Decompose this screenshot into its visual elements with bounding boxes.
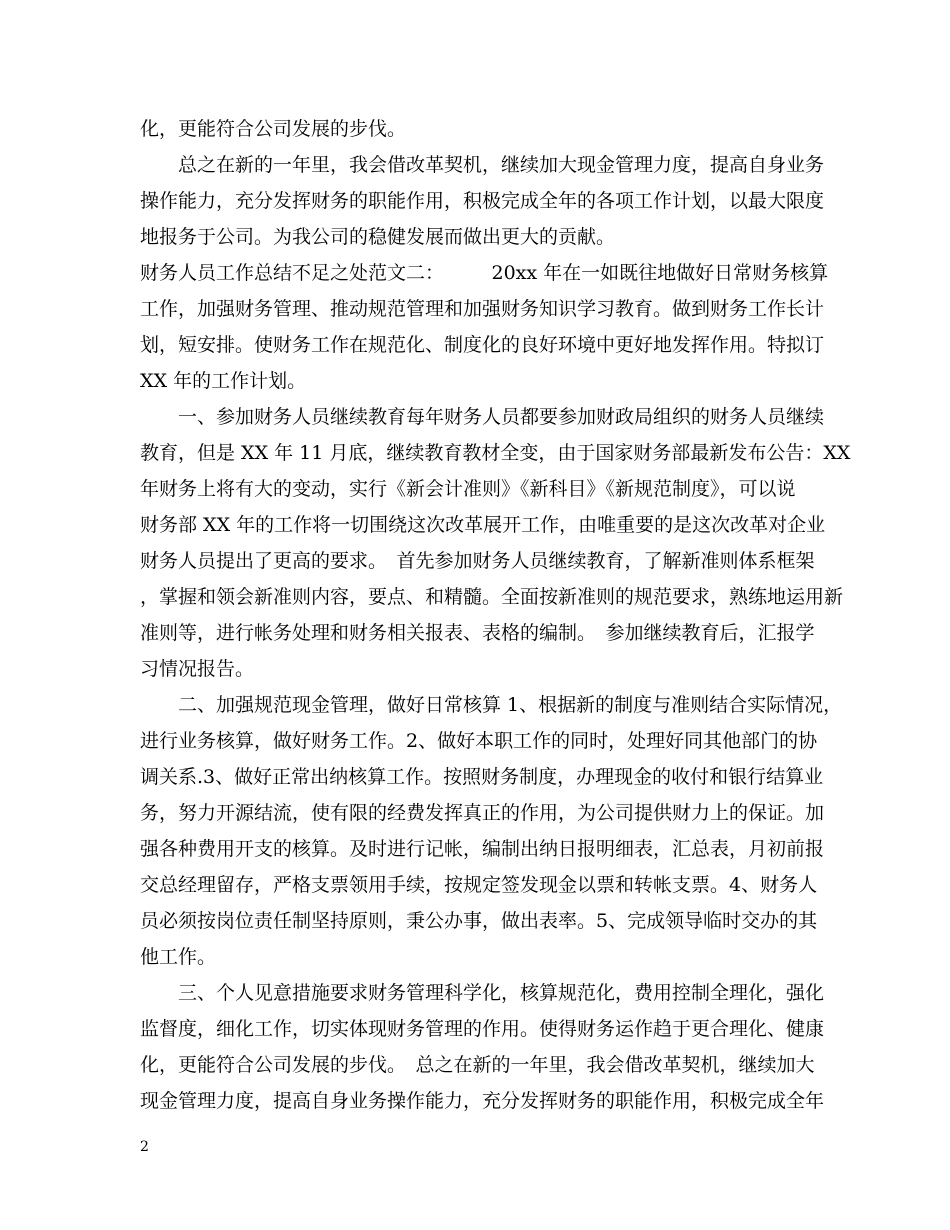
text-line: 财务人员工作总结不足之处范文二： 20xx 年在一如既往地做好日常财务核算 xyxy=(140,262,829,284)
text-line: 二、加强规范现金管理，做好日常核算 1、根据新的制度与准则结合实际情况， xyxy=(140,694,843,716)
text-line: 准则等，进行帐务处理和财务相关报表、表格的编制。 参加继续教育后，汇报学 xyxy=(140,622,815,644)
text-line: 化，更能符合公司发展的步伐。 总之在新的一年里，我会借改革契机，继续加大 xyxy=(140,1054,815,1076)
text-line: 总之在新的一年里，我会借改革契机，继续加大现金管理力度，提高自身业务 xyxy=(140,154,825,176)
text-line: 员必须按岗位责任制坚持原则，秉公办事，做出表率。5、完成领导临时交办的其 xyxy=(140,910,818,932)
text-line: 一、参加财务人员继续教育每年财务人员都要参加财政局组织的财务人员继续 xyxy=(140,406,825,428)
text-line: ，掌握和领会新准则内容，要点、和精髓。全面按新准则的规范要求，熟练地运用新 xyxy=(140,586,844,608)
text-line: 划，短安排。使财务工作在规范化、制度化的良好环境中更好地发挥作用。特拟订 xyxy=(140,334,825,356)
text-line: 他工作。 xyxy=(140,946,217,968)
text-line: 教育，但是 XX 年 11 月底，继续教育教材全变，由于国家财务部最新发布公告：XX xyxy=(140,442,851,464)
text-line: 三、个人见意措施要求财务管理科学化，核算规范化，费用控制全理化，强化 xyxy=(140,982,825,1004)
text-line: 操作能力，充分发挥财务的职能作用，积极完成全年的各项工作计划，以最大限度 xyxy=(140,190,825,212)
text-line: 财务部 XX 年的工作将一切围绕这次改革展开工作，由唯重要的是这次改革对企业 xyxy=(140,514,826,536)
text-line: 年财务上将有大的变动，实行《新会计准则》《新科目》《新规范制度》，可以说 xyxy=(140,478,796,500)
text-line: XX 年的工作计划。 xyxy=(140,370,307,392)
text-line: 务，努力开源结流，使有限的经费发挥真正的作用，为公司提供财力上的保证。加 xyxy=(140,802,825,824)
text-line: 化，更能符合公司发展的步伐。 xyxy=(140,118,407,140)
text-line: 监督度，细化工作，切实体现财务管理的作用。使得财务运作趋于更合理化、健康 xyxy=(140,1018,825,1040)
page-number: 2 xyxy=(140,1139,149,1155)
text-line: 习情况报告。 xyxy=(140,658,255,680)
text-line: 强各种费用开支的核算。及时进行记帐，编制出纳日报明细表，汇总表，月初前报 xyxy=(140,838,825,860)
text-line: 进行业务核算，做好财务工作。2、做好本职工作的同时，处理好同其他部门的协 xyxy=(140,730,818,752)
text-line: 交总经理留存，严格支票领用手续，按规定签发现金以票和转帐支票。4、财务人 xyxy=(140,874,818,896)
text-line: 地报务于公司。为我公司的稳健发展而做出更大的贡献。 xyxy=(140,226,616,248)
text-line: 工作，加强财务管理、推动规范管理和加强财务知识学习教育。做到财务工作长计 xyxy=(140,298,825,320)
text-line: 现金管理力度，提高自身业务操作能力，充分发挥财务的职能作用，积极完成全年 xyxy=(140,1090,825,1112)
text-line: 调关系.3、做好正常出纳核算工作。按照财务制度，办理现金的收付和银行结算业 xyxy=(140,766,824,788)
text-line: 财务人员提出了更高的要求。 首先参加财务人员继续教育，了解新准则体系框架 xyxy=(140,550,815,572)
